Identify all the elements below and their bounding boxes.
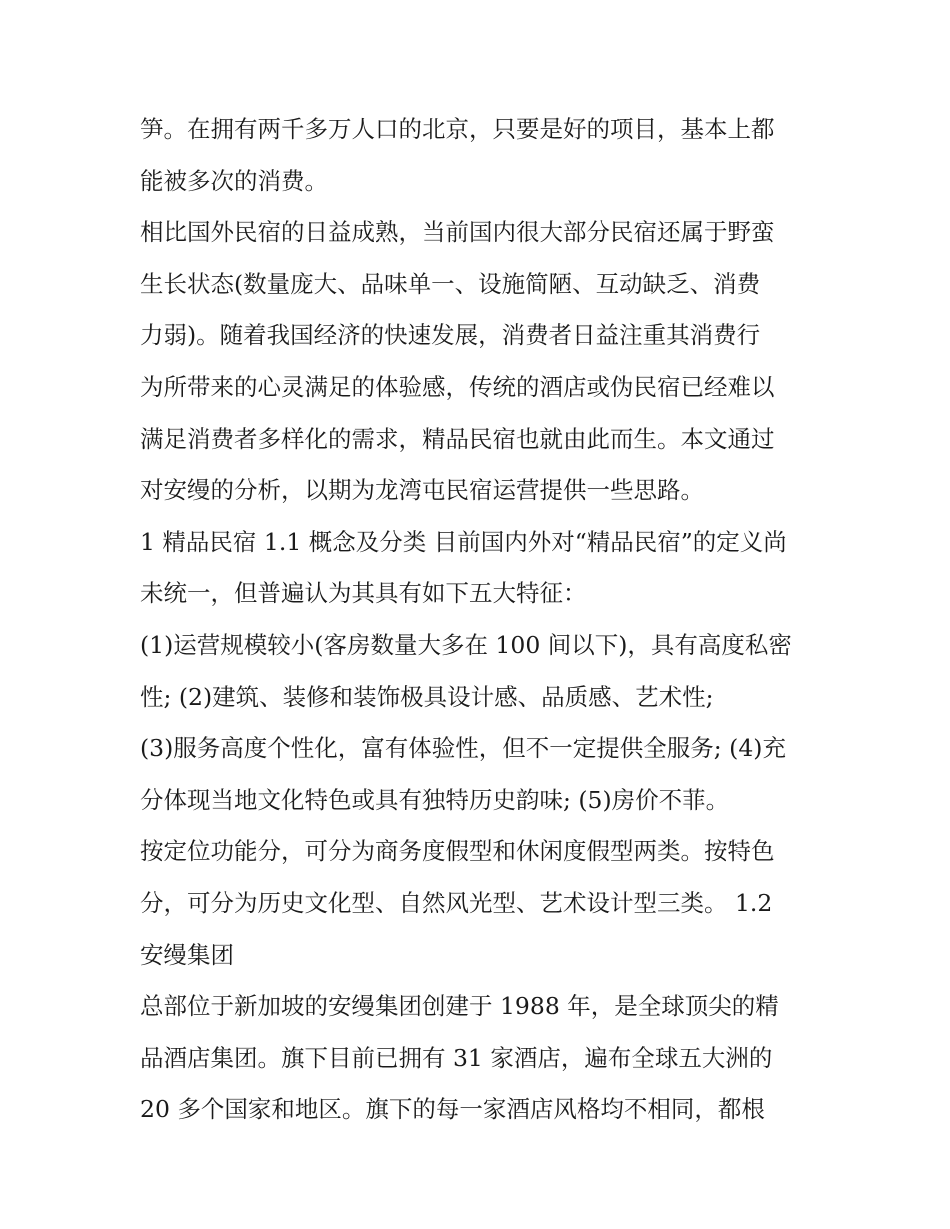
text-line: 生长状态(数量庞大、品味单一、设施简陋、互动缺乏、消费 [140,269,761,298]
text-line: 20 多个国家和地区。旗下的每一家酒店风格均不相同，都根 [140,1095,765,1124]
text-line: 对安缦的分析，以期为龙湾屯民宿运营提供一些思路。 [140,476,704,505]
text-line: 品酒店集团。旗下目前已拥有 31 家酒店，遍布全球五大洲的 [140,1043,773,1072]
text-line: 能被多次的消费。 [140,166,328,195]
text-line: 按定位功能分，可分为商务度假型和休闲度假型两类。按特色 [140,837,775,866]
section-heading-line: 安缦集团 [140,940,234,969]
section-heading-line: 1 精品民宿 1.1 概念及分类 目前国内外对“精品民宿”的定义尚 [140,527,787,556]
text-line: 分，可分为历史文化型、自然风光型、艺术设计型三类。 1.2 [140,888,773,917]
text-line: 满足消费者多样化的需求，精品民宿也就由此而生。本文通过 [140,424,775,453]
text-line: 性; (2)建筑、装修和装饰极具设计感、品质感、艺术性; [140,682,714,711]
text-line: 力弱)。随着我国经济的快速发展，消费者日益注重其消费行 [140,321,761,350]
text-line: 总部位于新加坡的安缦集团创建于 1988 年，是全球顶尖的精 [140,992,779,1021]
text-line: (3)服务高度个性化，富有体验性，但不一定提供全服务; (4)充 [140,734,786,763]
text-line: 为所带来的心灵满足的体验感，传统的酒店或伪民宿已经难以 [140,372,775,401]
text-line: 相比国外民宿的日益成熟，当前国内很大部分民宿还属于野蛮 [140,218,775,247]
document-body [140,104,820,1136]
text-line: (1)运营规模较小(客房数量大多在 100 间以下)，具有高度私密 [140,630,792,659]
text-line: 未统一，但普遍认为其具有如下五大特征： [140,579,587,608]
text-line: 笋。在拥有两千多万人口的北京，只要是好的项目，基本上都 [140,115,775,143]
text-line: 分体现当地文化特色或具有独特历史韵味; (5)房价不菲。 [140,785,730,814]
